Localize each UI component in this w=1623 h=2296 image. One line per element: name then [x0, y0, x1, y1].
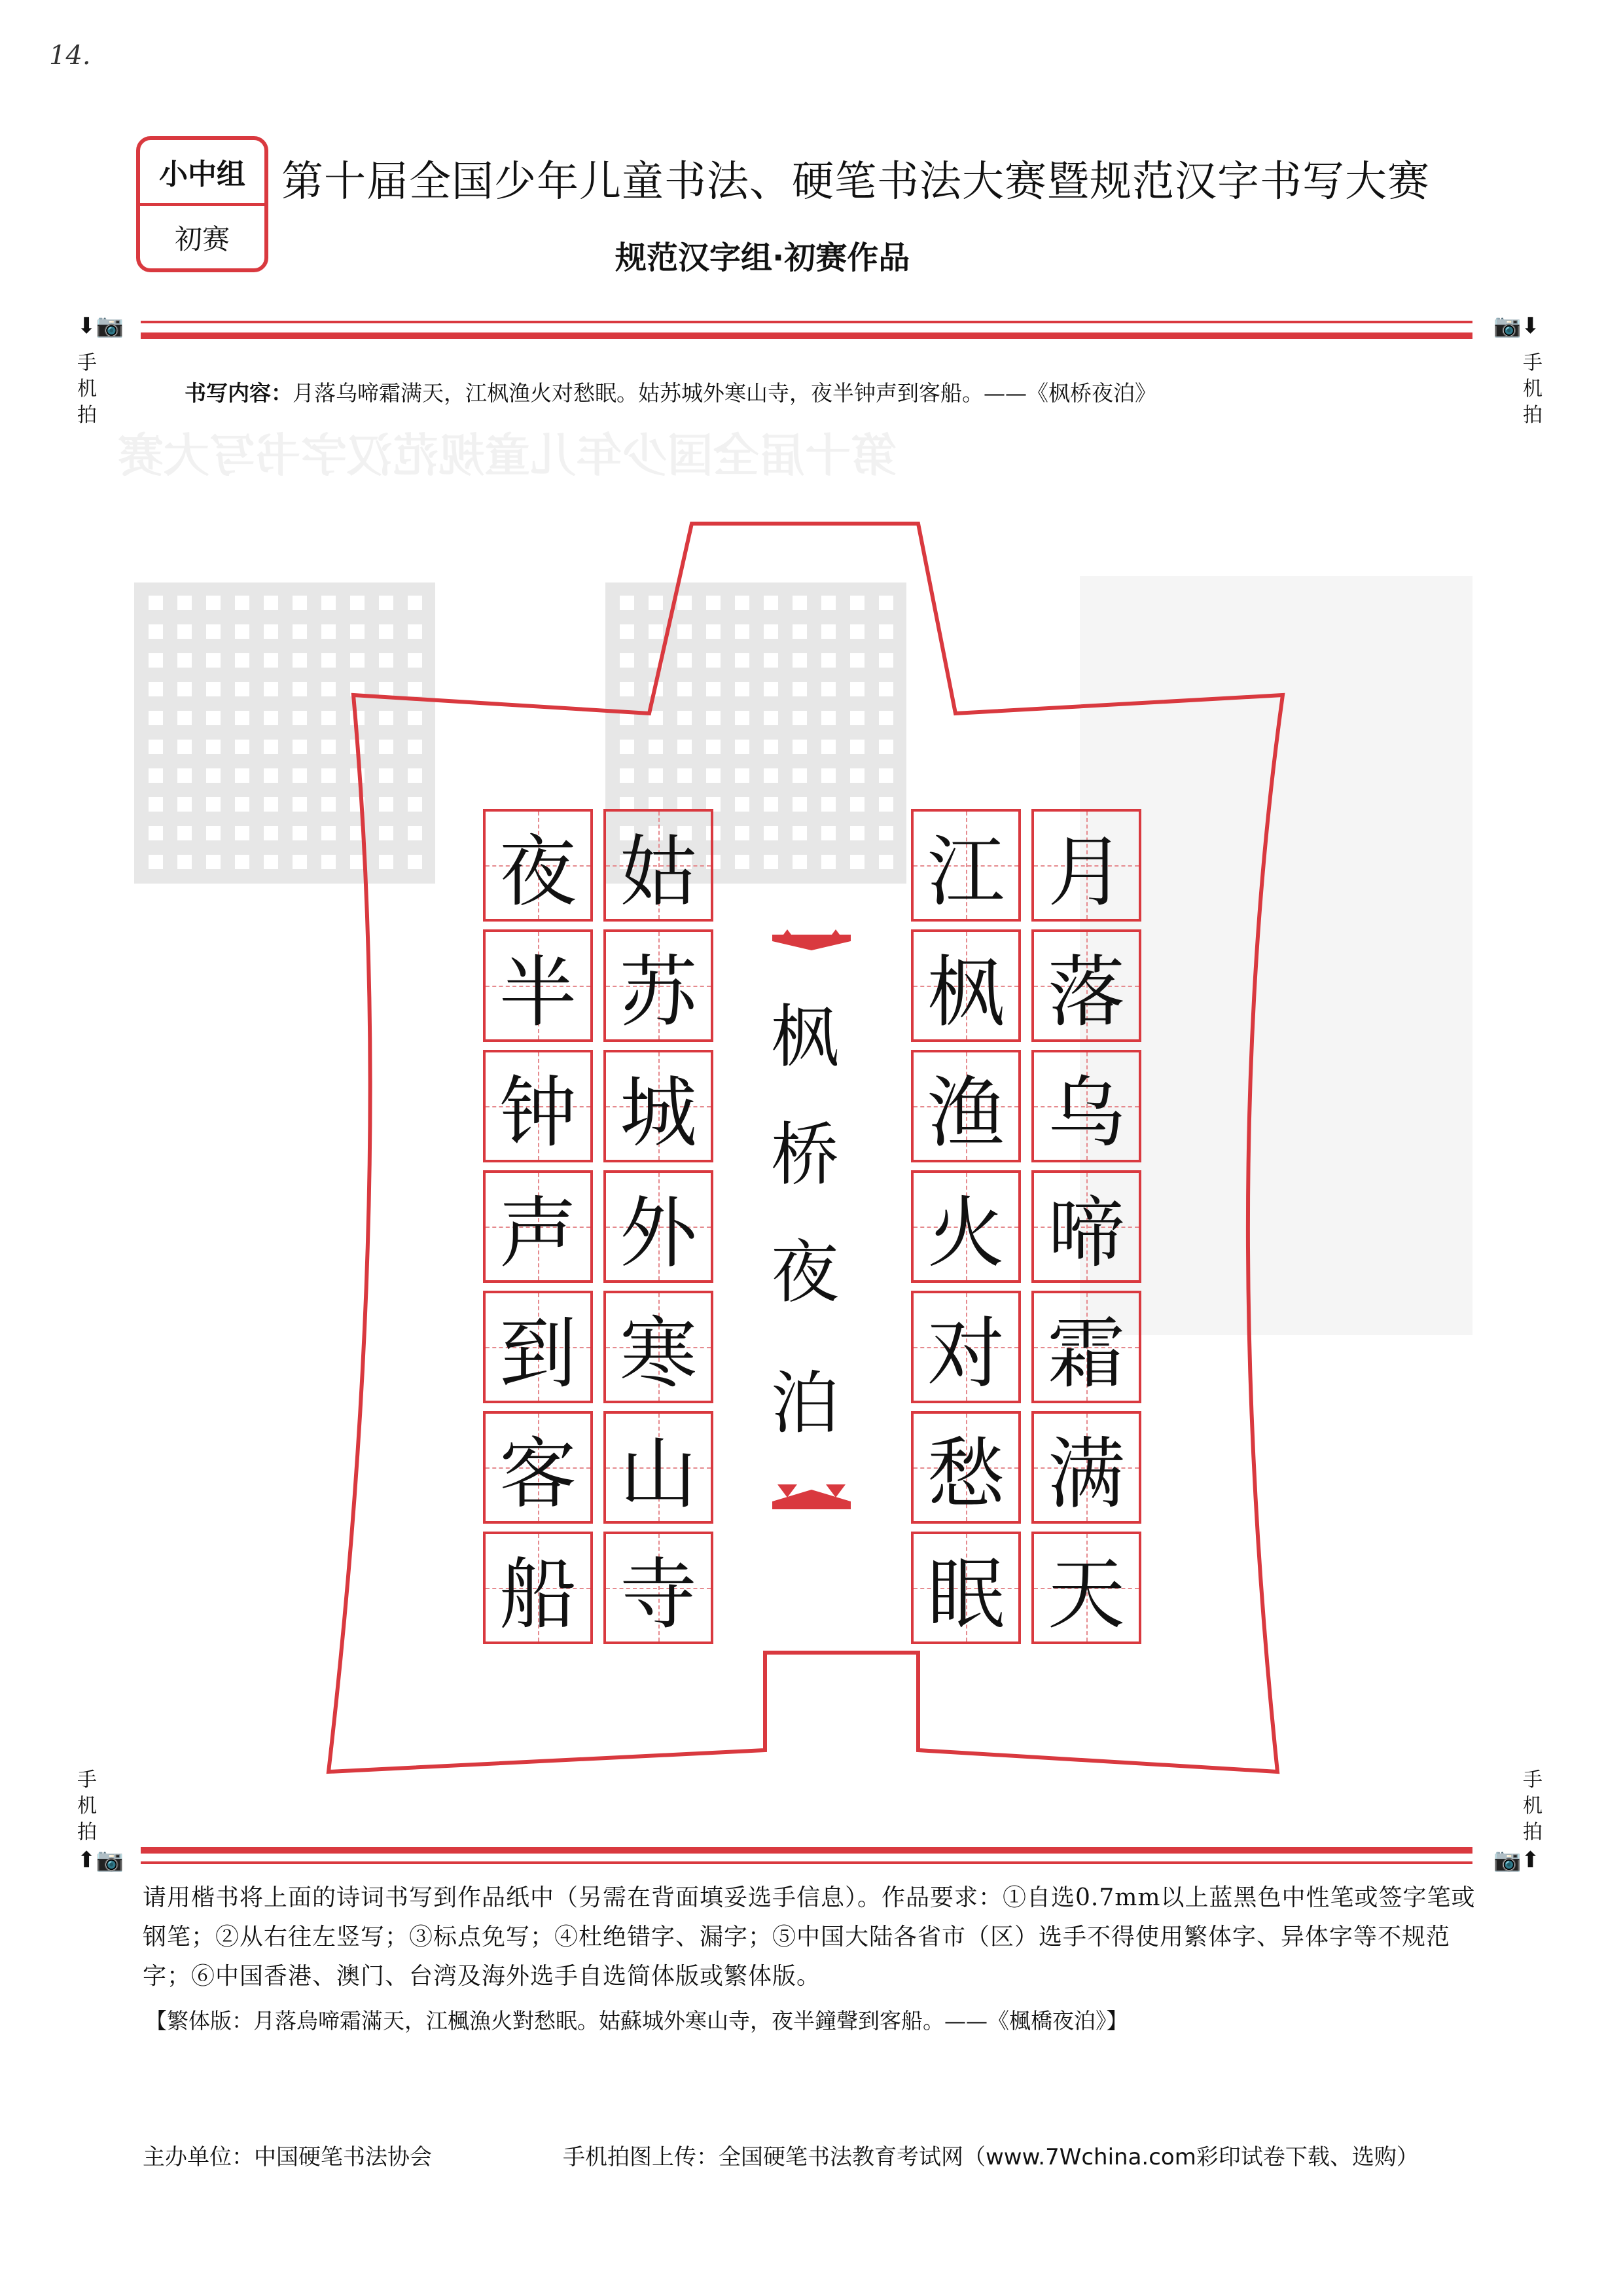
badge-round: 初赛: [174, 223, 230, 255]
character-cell: [911, 1411, 1021, 1524]
handwritten-character: 姑: [619, 827, 697, 917]
camera-up-icon-right: 📷⬆: [1493, 1847, 1540, 1873]
poem-title-char: 桥: [770, 1115, 839, 1194]
handwritten-character: 愁: [927, 1429, 1005, 1519]
handwritten-character: 城: [619, 1067, 697, 1158]
poem-title-char: 泊: [770, 1363, 839, 1443]
camera-up-icon-left: ⬆📷: [77, 1847, 124, 1873]
character-cell: [1031, 1532, 1141, 1644]
character-cell: [603, 929, 713, 1042]
character-cell: [911, 1170, 1021, 1283]
character-cell: [483, 809, 593, 922]
handwritten-character: 山: [619, 1429, 697, 1519]
handwritten-character: 眠: [927, 1549, 1005, 1640]
character-cell: [911, 929, 1021, 1042]
character-cell: [911, 1532, 1021, 1644]
handwritten-character: 客: [499, 1429, 577, 1519]
character-cell: [603, 1411, 713, 1524]
character-cell: [1031, 809, 1141, 922]
character-cell: [603, 809, 713, 922]
handwritten-character: 船: [499, 1549, 577, 1640]
character-cell: [483, 1411, 593, 1524]
handwritten-character: 寒: [619, 1308, 697, 1399]
handwritten-character: 枫: [927, 947, 1005, 1037]
camera-down-icon-left: ⬇📷: [77, 313, 124, 339]
handwritten-character: 寺: [619, 1549, 697, 1640]
side-label-bottom-left: 手 机 拍: [77, 1768, 97, 1844]
character-cell: [603, 1170, 713, 1283]
character-cell: [483, 929, 593, 1042]
writing-content-text: 月落乌啼霜满天，江枫渔火对愁眠。姑苏城外寒山寺，夜半钟声到客船。——《枫桥夜泊》: [293, 380, 1156, 406]
badge-group: 小中组: [140, 140, 264, 206]
page-title: 第十届全国少年儿童书法、硬笔书法大赛暨规范汉字书写大赛: [281, 158, 1430, 206]
character-cell: [483, 1170, 593, 1283]
handwritten-character: 乌: [1047, 1067, 1125, 1158]
character-cell: [483, 1291, 593, 1403]
side-label-bottom-right: 手 机 拍: [1523, 1768, 1543, 1844]
bottom-rule-thick: [141, 1847, 1472, 1854]
handwritten-note: 14.: [49, 41, 91, 71]
handwritten-character: 火: [927, 1188, 1005, 1278]
handwritten-character: 满: [1047, 1429, 1125, 1519]
handwritten-character: 苏: [619, 947, 697, 1037]
handwritten-character: 对: [927, 1308, 1005, 1399]
bleed-through-heading: 第十届全国少年儿童规范汉字书写大赛: [118, 428, 897, 482]
handwritten-character: 落: [1047, 947, 1125, 1037]
character-cell: [603, 1050, 713, 1162]
handwritten-character: 外: [619, 1188, 697, 1278]
traditional-version: 【繁体版：月落烏啼霜滿天，江楓漁火對愁眠。姑蘇城外寒山寺，夜半鐘聲到客船。——《楓橋夜泊》】: [145, 2008, 1128, 2034]
handwritten-character: 夜: [499, 827, 577, 917]
character-cell: [603, 1291, 713, 1403]
character-cell: [483, 1532, 593, 1644]
handwritten-character: 钟: [499, 1067, 577, 1158]
character-cell: [1031, 1291, 1141, 1403]
handwritten-character: 声: [499, 1188, 577, 1278]
camera-down-icon-right: 📷⬇: [1493, 313, 1540, 339]
side-label-top-right: 手 机 拍: [1523, 351, 1543, 427]
writing-content-label: 书写内容：: [185, 380, 293, 406]
side-label-top-left: 手 机 拍: [77, 351, 97, 427]
instructions-text: 请用楷书将上面的诗词书写到作品纸中（另需在背面填妥选手信息）。作品要求：①自选0.7mm以上蓝黑色中性笔或签字笔或钢笔；②从右往左竖写；③标点免写；④杜绝错字、漏字；⑤中国大陆各省市（区）选手不得使用繁体字、异体字等不规范字；⑥中国香港、澳门、台湾及海外选手自选简体版或繁体版。: [143, 1884, 1476, 1990]
upload-footer: 手机拍图上传：全国硬笔书法教育考试网（www.7Wchina.com彩印试卷下载、选购）: [563, 2144, 1419, 2170]
organizer-footer: 主办单位：中国硬笔书法协会: [143, 2144, 432, 2170]
page-subtitle: 规范汉字组·初赛作品: [615, 240, 910, 276]
handwritten-character: 半: [499, 947, 577, 1037]
character-cell: [1031, 929, 1141, 1042]
poem-title-char: 夜: [770, 1232, 839, 1312]
character-cell: [1031, 1411, 1141, 1524]
character-cell: [1031, 1050, 1141, 1162]
handwritten-character: 到: [499, 1308, 577, 1399]
handwritten-character: 啼: [1047, 1188, 1125, 1278]
character-cell: [911, 1050, 1021, 1162]
character-cell: [1031, 1170, 1141, 1283]
handwritten-character: 渔: [927, 1067, 1005, 1158]
handwritten-character: 月: [1047, 827, 1125, 917]
character-cell: [603, 1532, 713, 1644]
handwritten-character: 江: [927, 827, 1005, 917]
character-cell: [911, 1291, 1021, 1403]
handwritten-character: 天: [1047, 1549, 1125, 1640]
poem-title-char: 枫: [770, 997, 839, 1077]
bottom-rule-thin: [141, 1861, 1472, 1864]
character-cell: [911, 809, 1021, 922]
character-cell: [483, 1050, 593, 1162]
handwritten-character: 霜: [1047, 1308, 1125, 1399]
